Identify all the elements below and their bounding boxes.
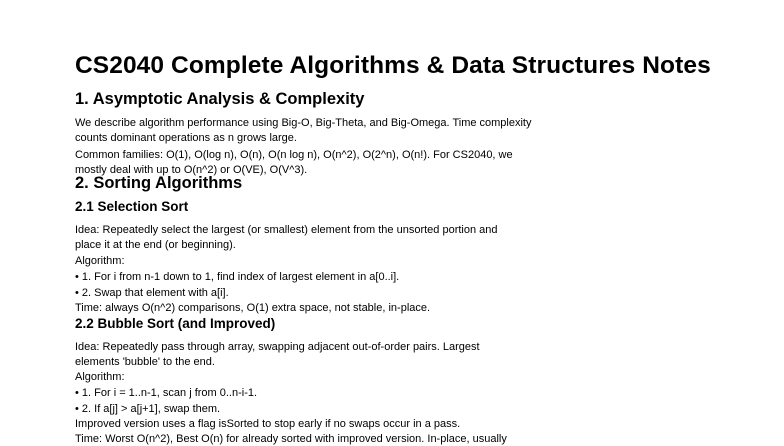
paragraph-line: Algorithm: bbox=[75, 371, 125, 383]
paragraph-line: Improved version uses a flag isSorted to stop early if no swaps occur in a pass. bbox=[75, 418, 461, 430]
paragraph-line: Time: always O(n^2) comparisons, O(1) extra space, not stable, in-place. bbox=[75, 302, 431, 314]
paragraph-line: Idea: Repeatedly pass through array, swapping adjacent out-of-order pairs. Largest bbox=[75, 341, 480, 353]
paragraph-line: Algorithm: bbox=[75, 255, 125, 267]
subsection-heading-selection-sort: 2.1 Selection Sort bbox=[75, 199, 189, 214]
page-title: CS2040 Complete Algorithms & Data Structures Notes bbox=[75, 52, 711, 79]
section-heading-asymptotic: 1. Asymptotic Analysis & Complexity bbox=[75, 90, 365, 108]
list-item: • 1. For i from n-1 down to 1, find index of largest element in a[0..i]. bbox=[75, 271, 400, 283]
paragraph-line: place it at the end (or beginning). bbox=[75, 239, 236, 251]
paragraph-line: We describe algorithm performance using Big-O, Big-Theta, and Big-Omega. Time complexity bbox=[75, 117, 532, 129]
paragraph-line: Time: Worst O(n^2), Best O(n) for already sorted with improved version. In-place, usually bbox=[75, 433, 507, 445]
list-item: • 2. If a[j] > a[j+1], swap them. bbox=[75, 403, 221, 415]
paragraph-line: Idea: Repeatedly select the largest (or smallest) element from the unsorted portion and bbox=[75, 224, 498, 236]
subsection-heading-bubble-sort: 2.2 Bubble Sort (and Improved) bbox=[75, 316, 276, 331]
paragraph-line: counts dominant operations as n grows large. bbox=[75, 132, 297, 144]
paragraph-line: elements 'bubble' to the end. bbox=[75, 356, 215, 368]
paragraph-line: Common families: O(1), O(log n), O(n), O(n log n), O(n^2), O(2^n), O(n!). For CS2040, we bbox=[75, 149, 513, 161]
list-item: • 1. For i = 1..n-1, scan j from 0..n-i-1. bbox=[75, 387, 258, 399]
paragraph-line: mostly deal with up to O(n^2) or O(VE), O(V^3). bbox=[75, 164, 308, 176]
list-item: • 2. Swap that element with a[i]. bbox=[75, 287, 229, 299]
section-heading-sorting: 2. Sorting Algorithms bbox=[75, 174, 243, 192]
